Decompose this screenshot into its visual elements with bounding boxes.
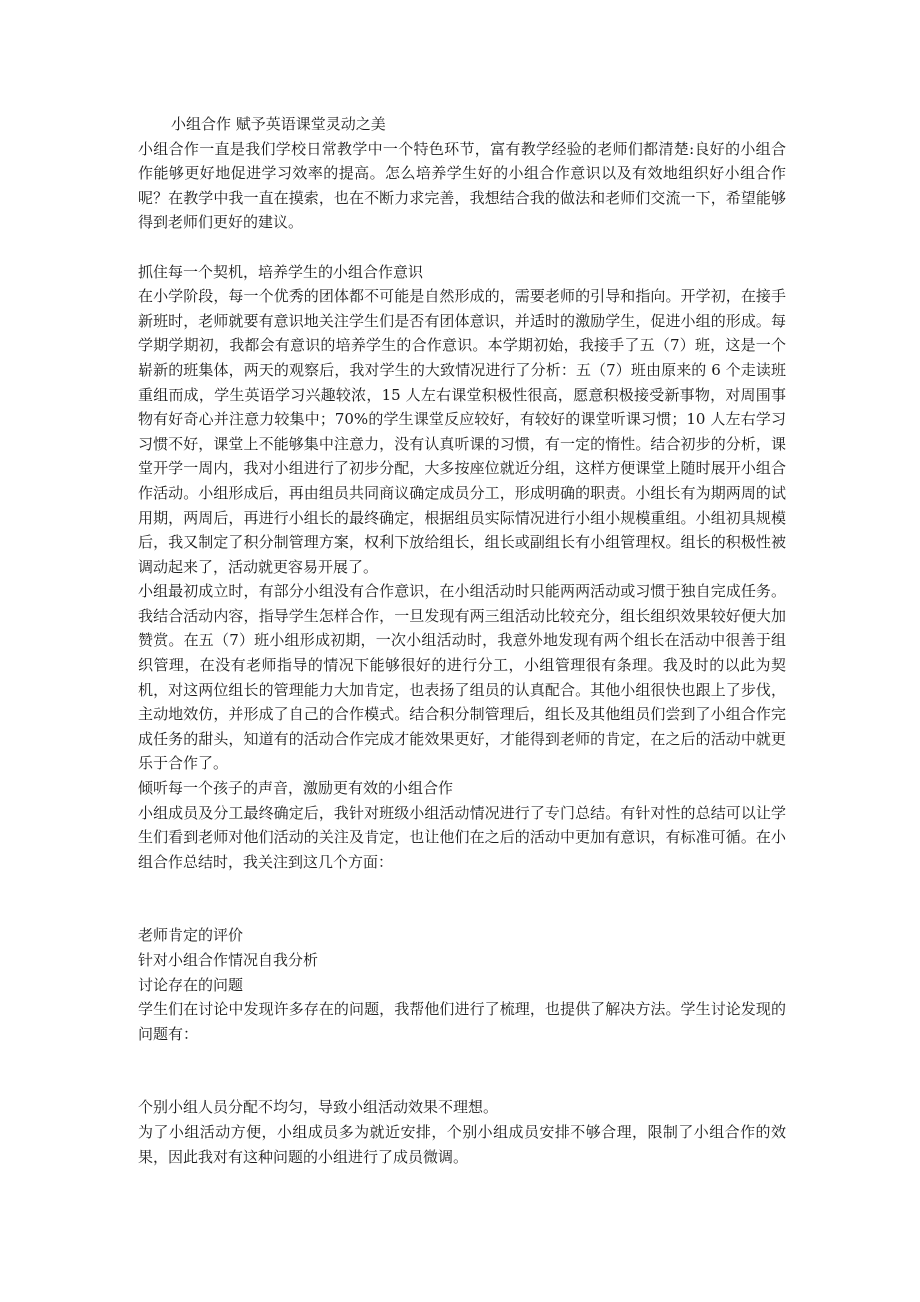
spacer <box>138 874 786 923</box>
problem1-heading: 个别小组人员分配不均匀，导致小组活动效果不理想。 <box>138 1098 499 1117</box>
list-item-2: 针对小组合作情况自我分析 <box>138 951 319 969</box>
section1-paragraph-2: 小组最初成立时，有部分小组没有合作意识，在小组活动时只能两两活动或习惯于独自完成任务。我结合活动内容，指导学生怎样合作，一旦发现有两三组活动比较充分，组长组织效果较好便大加赞赏。在五（7）班小组形成初期，一次小组活动时，我意外地发现有两个组长在活动中很善于组织管理，在没有老师指导的情况下能够很好的进行分工，小组管理很有条理。我及时的以此为契机，对这两位组长的管理能力大加肯定，也表扬了组员的认真配合。其他小组很快也跟上了步伐，主动地效仿，并形成了自己的合作模式。结合积分制管理后，组长及其他组员们尝到了小组合作完成任务的甜头，知道有的活动合作完成才能效果更好，才能得到老师的肯定，在之后的活动中就更乐于合作了。 <box>138 582 786 773</box>
list-item-3: 讨论存在的问题 <box>138 975 244 994</box>
document-title: 小组合作 赋予英语课堂灵动之美 <box>171 115 386 133</box>
list-item-1: 老师肯定的评价 <box>138 926 244 945</box>
document-page <box>138 112 786 1169</box>
section2-paragraph-1: 小组成员及分工最终确定后，我针对班级小组活动情况进行了专门总结。有针对性的总结可以让学生们看到老师对他们活动的关注及肯定，也让他们在之后的活动中更加有意识，有标准可循。在小组合作总结时，我关注到这几个方面： <box>138 803 786 871</box>
section2-heading: 倾听每一个孩子的声音，激励更有效的小组合作 <box>138 779 454 798</box>
section1-paragraph-1: 在小学阶段，每一个优秀的团体都不可能是自然形成的，需要老师的引导和指向。开学初，在接手新班时，老师就要有意识地关注学生们是否有团体意识，并适时的激励学生，促进小组的形成。每学期学期初，我都会有意识的培养学生的合作意识。本学期初始，我接手了五（7）班，这是一个崭新的班集体，两天的观察后，我对学生的大致情况进行了分析：五（7）班由原来的 6 个走读班重组而成，学生英语学习兴趣较浓，15 人左右课堂积极性很高，愿意积极接受新事物，对周围事物有好奇心并注意力较集中；70%的学生课堂反应较好，有较好的课堂听课习惯；10 人左右学习习惯不好，课堂上不能够集中注意力，没有认真听课的习惯，有一定的惰性。结合初步的分析，课堂开学一周内，我对小组进行了初步分配，大多按座位就近分组，这样方便课堂上随时展开小组合作活动。小组形成后，再由组员共同商议确定成员分工，形成明确的职责。小组长有为期两周的试用期，两周后，再进行小组长的最终确定，根据组员实际情况进行小组小规模重组。小组初具规模后，我又制定了积分制管理方案，权利下放给组长，组长或副组长有小组管理权。组长的积极性被调动起来了，活动就更容易开展了。 <box>138 287 786 576</box>
spacer <box>138 1046 786 1095</box>
section2-paragraph-2: 学生们在讨论中发现许多存在的问题，我帮他们进行了梳理，也提供了解决方法。学生讨论发现的问题有： <box>138 1000 786 1043</box>
spacer <box>138 235 786 260</box>
section1-heading: 抓住每一个契机，培养学生的小组合作意识 <box>138 262 424 281</box>
intro-paragraph: 小组合作一直是我们学校日常教学中一个特色环节，富有教学经验的老师们都清楚:良好的小组合作能够更好地促进学习效率的提高。怎么培养学生好的小组合作意识以及有效地组织好小组合作呢？在教学中我一直在摸索，也在不断力求完善，我想结合我的做法和老师们交流一下，希望能够得到老师们更好的建议。 <box>138 139 786 232</box>
problem1-paragraph: 为了小组活动方便，小组成员多为就近安排，个别小组成员安排不够合理，限制了小组合作的效果，因此我对有这种问题的小组进行了成员微调。 <box>138 1122 786 1166</box>
